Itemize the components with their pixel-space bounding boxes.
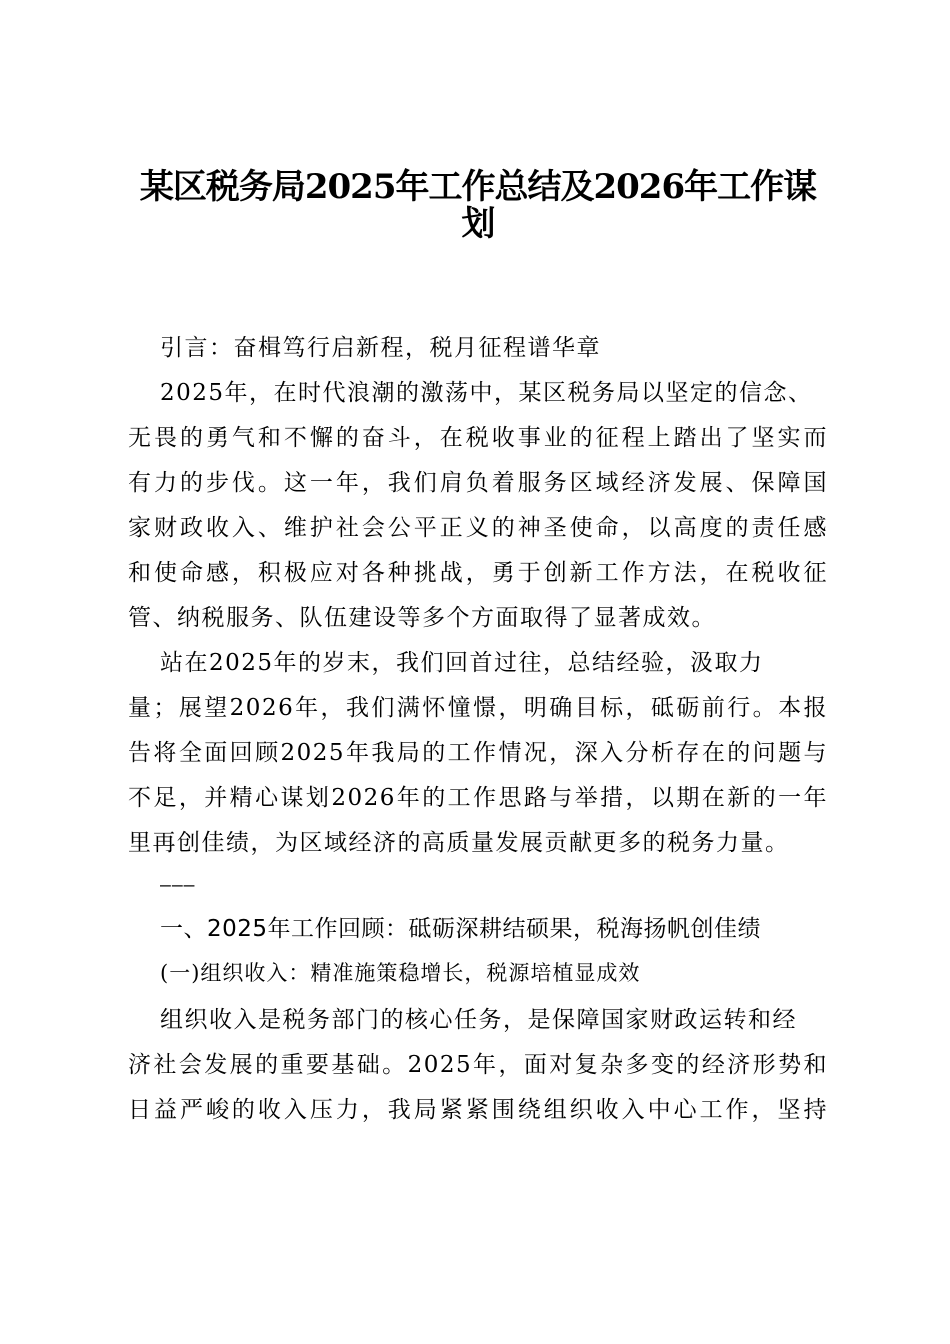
paragraph-1-line-6: 管、纳税服务、队伍建设等多个方面取得了显著成效。 (128, 605, 716, 631)
paragraph-1-line-3: 有力的步伐。这一年，我们肩负着服务区域经济发展、保障国 (128, 470, 828, 496)
paragraph-3-line-3: 日益严峻的收入压力，我局紧紧围绕组织收入中心工作，坚持 (128, 1097, 828, 1123)
paragraph-1-line-5: 和使命感，积极应对各种挑战，勇于创新工作方法，在税收征 (128, 560, 828, 586)
section-1-heading: 一、2025年工作回顾：砥砺深耕结硕果，税海扬帆创佳绩 (160, 916, 762, 942)
paragraph-2-line-4: 不足，并精心谋划2026年的工作思路与举措，以期在新的一年 (128, 785, 828, 811)
paragraph-3-line-1: 组织收入是税务部门的核心任务，是保障国家财政运转和经 (160, 1007, 797, 1033)
section-separator: ——— (160, 875, 196, 896)
intro-line: 引言：奋楫笃行启新程，税月征程谱华章 (160, 335, 601, 361)
paragraph-2-line-5: 里再创佳绩，为区域经济的高质量发展贡献更多的税务力量。 (128, 830, 790, 856)
subsection-1-heading: (一)组织收入：精准施策稳增长，税源培植显成效 (160, 961, 641, 985)
paragraph-3-line-2: 济社会发展的重要基础。2025年，面对复杂多变的经济形势和 (128, 1052, 828, 1078)
paragraph-2-line-3: 告将全面回顾2025年我局的工作情况，深入分析存在的问题与 (128, 740, 828, 766)
paragraph-1-line-1: 2025年，在时代浪潮的激荡中，某区税务局以坚定的信念、 (160, 380, 813, 406)
paragraph-1-line-2: 无畏的勇气和不懈的奋斗，在税收事业的征程上踏出了坚实而 (128, 425, 828, 451)
paragraph-2-line-2: 量；展望2026年，我们满怀憧憬，明确目标，砥砺前行。本报 (128, 695, 828, 721)
document-title-line-1: 某区税务局2025年工作总结及2026年工作谋 (139, 167, 817, 207)
paragraph-2-line-1: 站在2025年的岁末，我们回首过往，总结经验，汲取力 (160, 650, 764, 676)
document-title-line-2: 划 (461, 204, 495, 244)
paragraph-1-line-4: 家财政收入、维护社会公平正义的神圣使命，以高度的责任感 (128, 515, 828, 541)
